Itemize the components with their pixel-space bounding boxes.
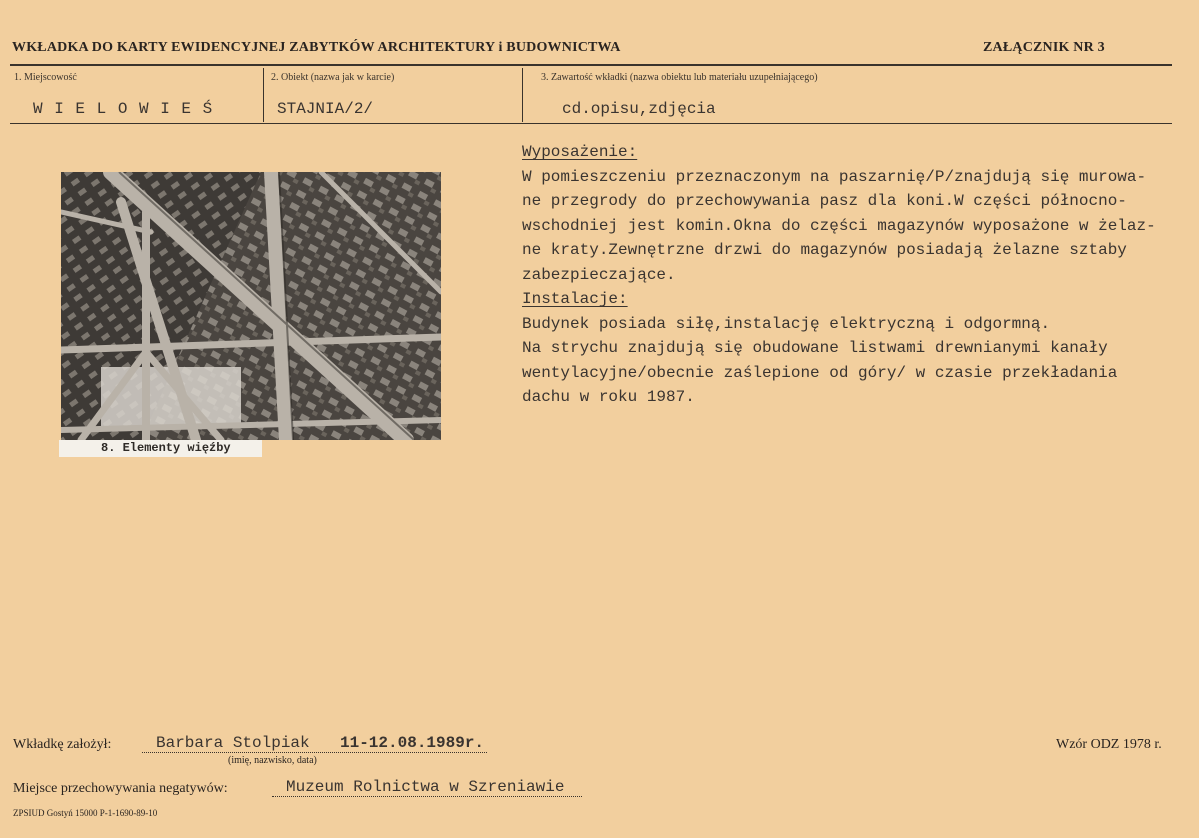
attachment-number: ZAŁĄCZNIK NR 3 <box>983 40 1105 55</box>
fields-bottom-rule <box>10 123 1172 124</box>
top-rule <box>10 64 1172 66</box>
object-label: 2. Obiekt (nazwa jak w karcie) <box>271 72 395 83</box>
print-info: ZPSIUD Gostyń 15000 P-1-1690-89-10 <box>13 808 158 818</box>
created-by-label: Wkładkę założył: <box>13 737 112 752</box>
content-value: cd.opisu,zdjęcia <box>562 100 716 118</box>
negatives-label: Miejsce przechowywania negatywów: <box>13 781 228 796</box>
text-line: zabezpieczające. <box>522 265 676 284</box>
description <box>522 140 1182 410</box>
negatives-value: Muzeum Rolnictwa w Szreniawie <box>286 778 565 796</box>
content-label: 3. Zawartość wkładki (nazwa obiektu lub materiału uzupełniającego) <box>541 72 818 83</box>
photo-caption: 8. Elementy więźby <box>101 441 231 455</box>
form-version: Wzór ODZ 1978 r. <box>1056 737 1162 752</box>
divider-2 <box>522 68 523 122</box>
divider-1 <box>263 68 264 122</box>
section-heading-wyposazenie: Wyposażenie: <box>522 143 638 161</box>
roof-truss-image <box>61 172 441 440</box>
created-by-line <box>142 734 487 753</box>
created-sub-label: (imię, nazwisko, data) <box>228 755 317 766</box>
negatives-line <box>272 778 582 797</box>
text-line: Budynek posiada siłę,instalację elektryczną i odgormną. <box>522 314 1051 333</box>
created-by-value: Barbara Stolpiak <box>156 734 310 752</box>
object-value: STAJNIA/2/ <box>277 100 374 118</box>
text-line: wentylacyjne/obecnie zaślepione od góry/ w czasie przekładania <box>522 363 1118 382</box>
text-line: ne kraty.Zewnętrzne drzwi do magazynów posiadają żelazne sztaby <box>522 241 1127 259</box>
created-date: 11-12.08.1989r. <box>340 734 485 752</box>
place-label: 1. Miejscowość <box>14 72 77 83</box>
roof-truss-photo <box>61 172 441 440</box>
text-line: wschodniej jest komin.Okna do części magazynów wyposażone w żelaz- <box>522 216 1156 235</box>
form-title: WKŁADKA DO KARTY EWIDENCYJNEJ ZABYTKÓW ARCHITEKTURY i BUDOWNICTWA <box>12 40 621 55</box>
place-value: W I E L O W I E Ś <box>33 100 214 118</box>
text-line: dachu w roku 1987. <box>522 388 695 406</box>
text-line: Na strychu znajdują się obudowane listwami drewnianymi kanały <box>522 339 1108 357</box>
section-heading-instalacje: Instalacje: <box>522 290 628 308</box>
text-line: ne przegrody do przechowywania pasz dla koni.W części północno- <box>522 192 1127 210</box>
photo-caption-box <box>59 440 262 457</box>
text-line: W pomieszczeniu przeznaczonym na paszarnię/P/znajdują się murowa- <box>522 167 1147 186</box>
